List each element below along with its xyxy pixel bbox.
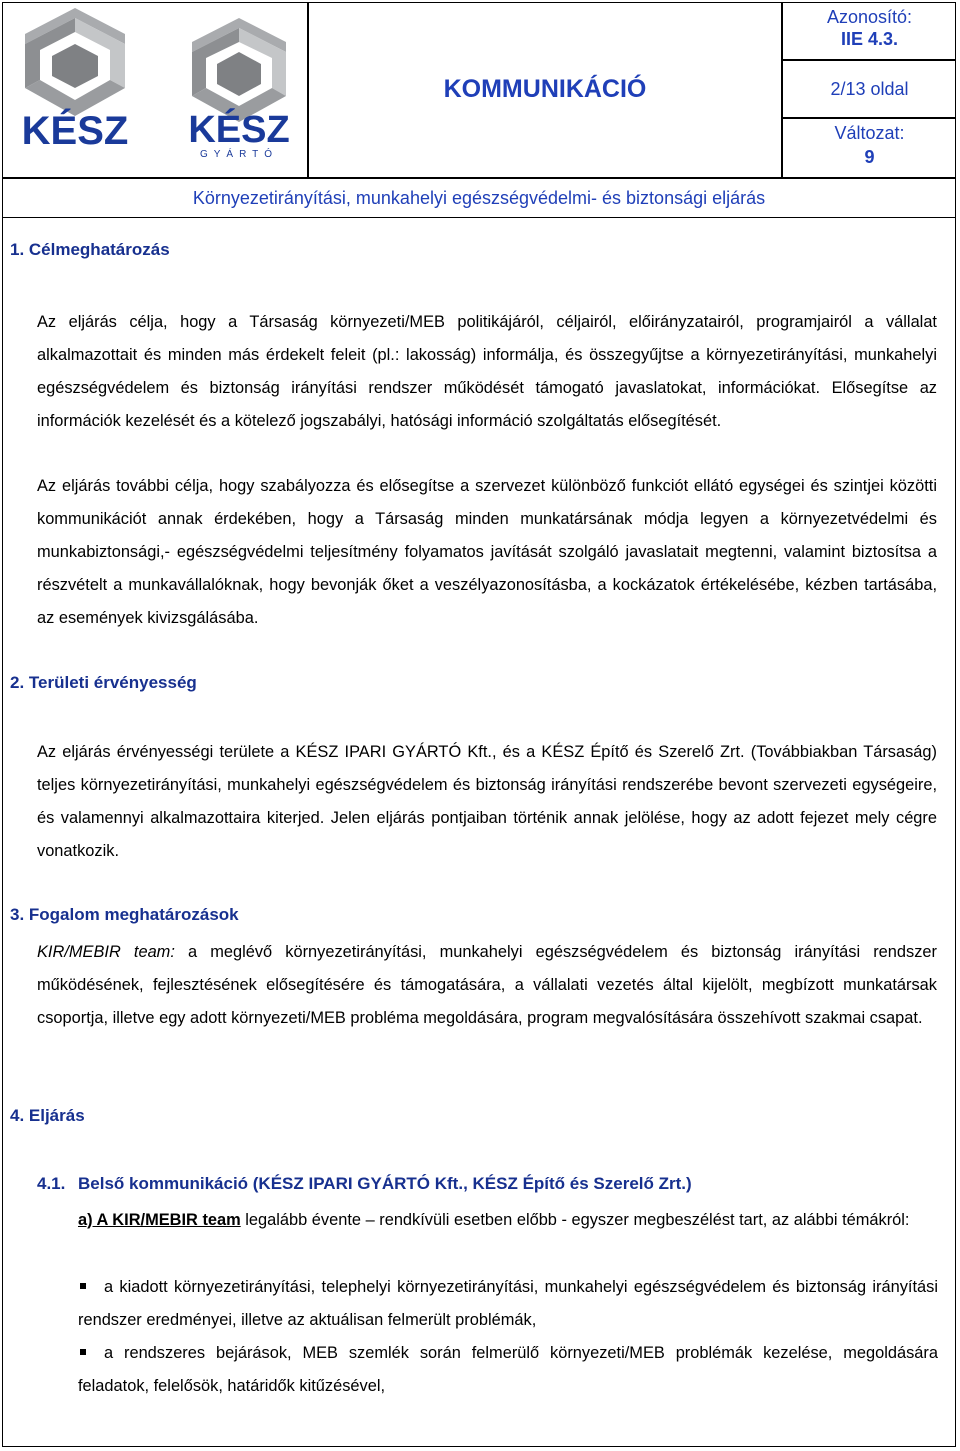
bullet-text: a rendszeres bejárások, MEB szemlék során felmerülő környezeti/MEB problémák kezelése, megoldására feladatok, felelősök, határidők kitűzésével,: [78, 1344, 938, 1395]
bullet-item: [78, 1271, 938, 1337]
subsection-4-1-intro: [78, 1204, 938, 1237]
bullet-square-icon: [80, 1283, 86, 1289]
bullet-square-icon: [80, 1349, 86, 1355]
page-number-cell: [782, 60, 956, 118]
document-header: [2, 2, 956, 218]
section-1-paragraph-1: Az eljárás célja, hogy a Társaság környezeti/MEB politikájáról, céljairól, előirányzatairól, programjairól a vállalat alkalmazottait és minden más érdekelt feleit (pl.: lakosság) informálja, és összegyűjtse a környezetirányítási, munkahelyi egészségvédelem és biztonság irányítási rendszer működését támogató javaslatokat, információkat. Elősegítse az információk kezelését és a kötelező jogszabályi, hatósági információ szolgáltatás elősegítését.: [37, 313, 937, 430]
document-title-cell: [308, 2, 782, 178]
kesz-gyarto-logo-text: KÉSZ: [188, 109, 290, 151]
identifier-label: Azonosító:: [826, 7, 913, 27]
logo-area: [2, 2, 308, 178]
version-cell: [782, 118, 956, 178]
document-subtitle: Környezetirányítási, munkahelyi egészségvédelmi- és biztonsági eljárás: [192, 187, 766, 208]
subsection-4-1-heading: Belső kommunikáció (KÉSZ IPARI GYÁRTÓ Kft., KÉSZ Építő és Szerelő Zrt.): [78, 1174, 692, 1193]
section-1-heading: 1. Célmeghatározás: [10, 240, 170, 259]
kesz-logo-text: KÉSZ: [21, 109, 129, 152]
identifier-value: IIE 4.3.: [840, 29, 899, 49]
definition-text: a meglévő környezetirányítási, munkahelyi egészségvédelem és biztonság irányítási rendszer működésének, fejlesztésének elősegítésére és támogatására, a vállalati vezetés által kijelölt, megbízott munkatársak csoportja, illetve egy adott környezeti/MEB probléma megoldására, program megvalósítására összehívott szakmai csapat.: [37, 943, 937, 1027]
document-title: KOMMUNIKÁCIÓ: [443, 75, 647, 103]
bullet-text: a kiadott környezetirányítási, telephelyi környezetirányítási, munkahelyi egészségvédelem és biztonság irányítási rendszer eredményei, illetve az aktuálisan felmerült problémák,: [78, 1278, 938, 1329]
section-3-heading: 3. Fogalom meghatározások: [10, 905, 239, 924]
version-label: Változat:: [834, 123, 905, 143]
section-1-paragraph-2: Az eljárás további célja, hogy szabályozza és elősegítse a szervezet különböző funkciót ellátó egységei és szintjei közötti kommunikációt annak érdekében, hogy a Társaság minden munkatársának módja legyen a környezetvédelmi és munkabiztonsági,- egészségvédelmi teljesítmény folyamatos javítását szolgáló javaslatait megtenni, valamint biztosítsa a részvételt a munkavállalóknak, hogy bevonják őket a veszélyazonosításba, a kockázatok értékelésébe, kézben tartásába, az események kivizsgálásába.: [37, 477, 937, 627]
gyarto-logo-subtext: GYÁRTÓ: [199, 149, 279, 160]
kesz-logo: [10, 2, 140, 152]
kesz-gyarto-logo: [174, 2, 304, 162]
identifier-cell: [782, 2, 956, 60]
version-value: 9: [864, 147, 875, 167]
section-4-heading: 4. Eljárás: [10, 1106, 85, 1125]
page-number: 2/13 oldal: [830, 78, 909, 99]
definition-term: KIR/MEBIR team:: [37, 943, 175, 961]
section-3-paragraph: [37, 936, 937, 1035]
section-2-paragraph: Az eljárás érvényességi területe a KÉSZ IPARI GYÁRTÓ Kft., és a KÉSZ Építő és Szerelő Zrt. (Továbbiakban Társaság) teljes környezetirányítási, munkahelyi egészségvédelem és biztonság irányítási rendszerébe bevont szervezeti egységeire, és valamennyi alkalmazottaira kiterjed. Jelen eljárás pontjaiban történik annak jelölése, hogy az adott fejezet mely cégre vonatkozik.: [37, 743, 937, 860]
subsection-4-1-number: 4.1.: [37, 1174, 66, 1193]
section-2-heading: 2. Területi érvényesség: [10, 673, 197, 692]
team-label: a) A KIR/MEBIR team: [78, 1211, 241, 1229]
bullet-item: [78, 1337, 938, 1403]
document-subtitle-cell: [2, 178, 956, 218]
team-text: legalább évente – rendkívüli esetben előbb - egyszer megbeszélést tart, az alábbi témákról:: [240, 1211, 910, 1229]
